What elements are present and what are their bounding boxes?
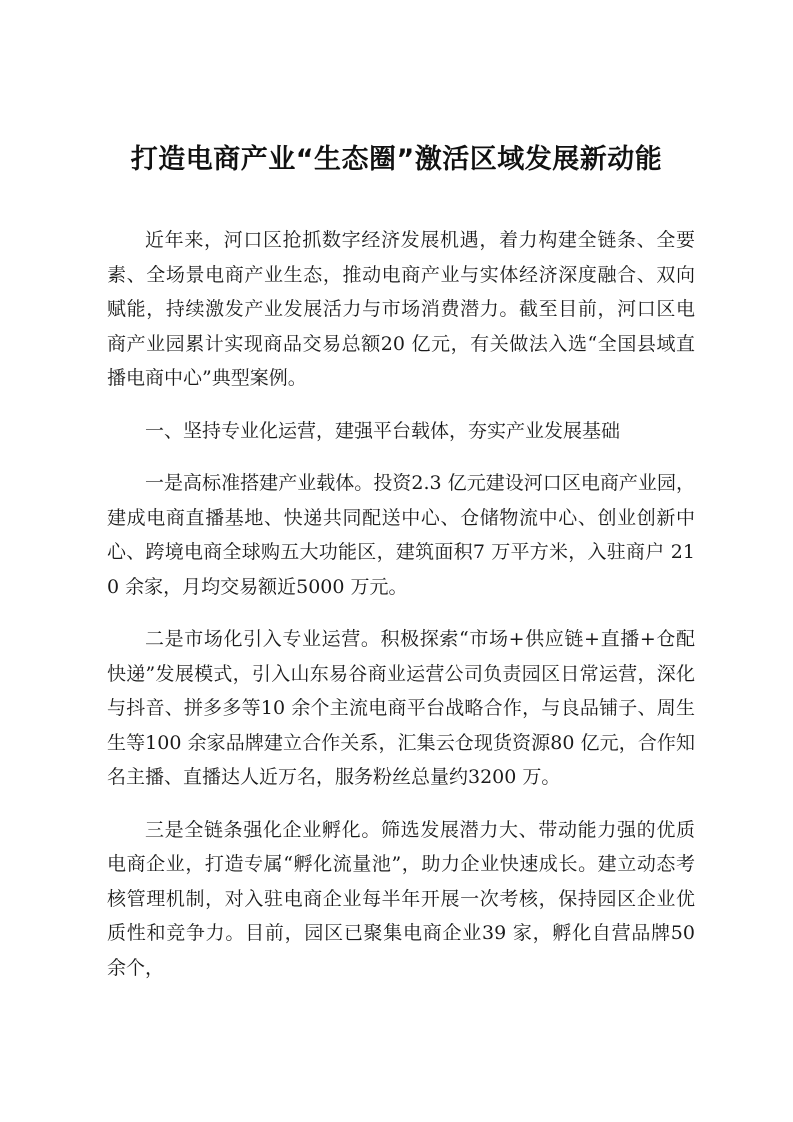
paragraph-2: 二是市场化引入专业运营。积极探索“市场+供应链+直播+仓配快递”发展模式，引入山东易谷商业运营公司负责园区日常运营，深化与抖音、拼多多等10 余个主流电商平台战略合作，与良品铺子、周生生等100 余家品牌建立合作关系，汇集云仓现货资源80 亿元，合作知名主播、直播达人近万名，服务粉丝总量约3200 万。 [107,628,695,788]
section-heading-1: 一、坚持专业化运营，建强平台载体，夯实产业发展基础 [145,419,621,442]
paragraph-3: 三是全链条强化企业孵化。筛选发展潜力大、带动能力强的优质电商企业，打造专属“孵化流量池”，助力企业快速成长。建立动态考核管理机制，对入驻电商企业每半年开展一次考核，保持园区企业优质性和竞争力。目前，园区已聚集电商企业39 家，孵化自营品牌50 余个， [107,818,695,979]
document-body [107,223,695,1003]
paragraph-1: 一是高标准搭建产业载体。投资2.3 亿元建设河口区电商产业园，建成电商直播基地、快递共同配送中心、仓储物流中心、创业创新中心、跨境电商全球购五大功能区，建筑面积7 万平方米，入驻商户 210 余家，月均交易额近5000 万元。 [107,472,695,598]
paragraph-intro: 近年来，河口区抢抓数字经济发展机遇，着力构建全链条、全要素、全场景电商产业生态，推动电商产业与实体经济深度融合、双向赋能，持续激发产业发展活力与市场消费潜力。截至目前，河口区电商产业园累计实现商品交易总额20 亿元，有关做法入选“全国县域直播电商中心”典型案例。 [107,229,695,389]
document-title: 打造电商产业“生态圈”激活区域发展新动能 [130,144,663,175]
